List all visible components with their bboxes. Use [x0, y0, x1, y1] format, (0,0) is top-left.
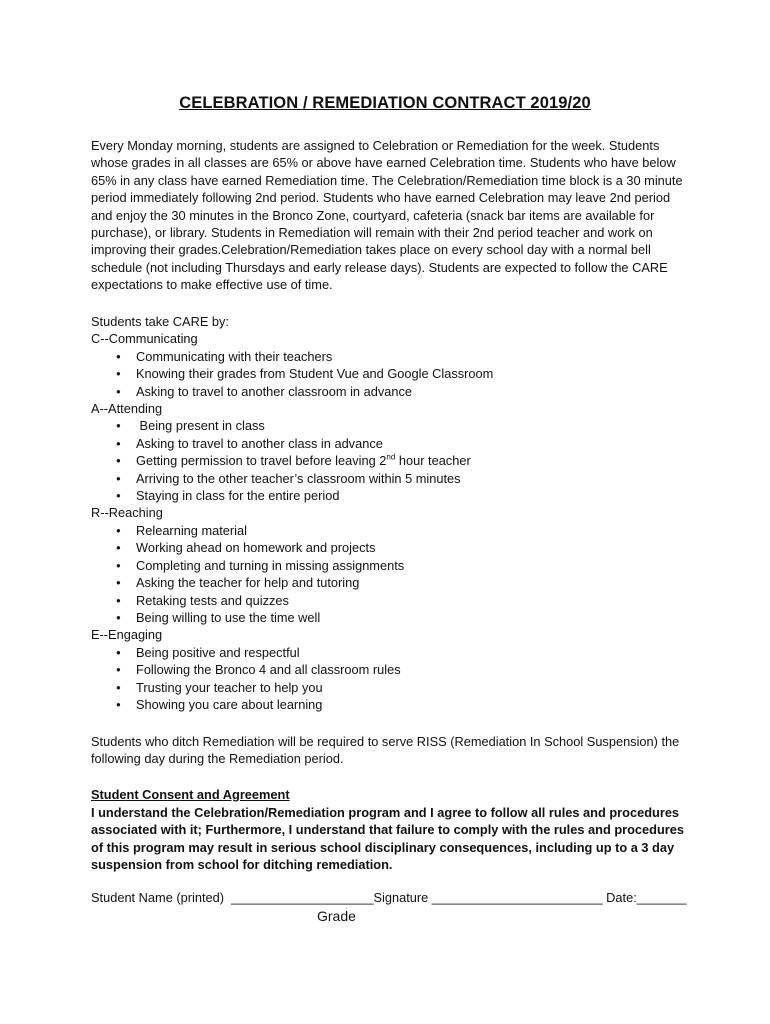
signature-line[interactable]: Student Name (printed) ____________________Signature ________________________ Date:_______ — [91, 890, 687, 905]
care-a-list — [91, 417, 691, 504]
list-item: ● Knowing their grades from Student Vue and Google Classroom — [91, 365, 691, 382]
list-item: ● Being positive and respectful — [91, 644, 691, 661]
list-item: ● Being willing to use the time well — [91, 609, 691, 626]
list-item: ● Asking the teacher for help and tutoring — [91, 574, 691, 591]
page-title: CELEBRATION / REMEDIATION CONTRACT 2019/20 — [179, 94, 591, 112]
consent-section — [91, 786, 691, 874]
list-item: ● Being present in class — [91, 417, 691, 434]
list-item-text-tail: hour teacher — [395, 453, 471, 469]
consent-heading: Student Consent and Agreement — [91, 787, 290, 802]
list-item: ● Retaking tests and quizzes — [91, 592, 691, 609]
consent-body: I understand the Celebration/Remediation program and I agree to follow all rules and procedures associated with it; Furthermore, I understand that failure to comply with the rules and procedures of this program may result in serious school disciplinary consequences, including up to a 3 day suspension from school for ditching remediation. — [91, 804, 685, 873]
list-item-text: Getting permission to travel before leaving 2 — [136, 453, 387, 469]
riss-paragraph: Students who ditch Remediation will be required to serve RISS (Remediation In School Suspension) the following day during the Remediation period. — [91, 734, 680, 767]
care-r-list — [91, 522, 691, 626]
list-item: ● Staying in class for the entire period — [91, 487, 691, 504]
list-item — [91, 452, 691, 469]
care-c-list — [91, 348, 691, 400]
care-e-label: E--Engaging — [91, 627, 163, 643]
care-heading: Students take CARE by: — [91, 314, 229, 329]
care-section — [91, 313, 691, 713]
list-item: ● Asking to travel to another class in advance — [91, 435, 691, 452]
list-item: ● Showing you care about learning — [91, 696, 691, 713]
list-item: ● Trusting your teacher to help you — [91, 679, 691, 696]
superscript: nd — [386, 452, 396, 462]
list-item: ● Arriving to the other teacher’s classroom within 5 minutes — [91, 470, 691, 487]
care-e-list — [91, 644, 691, 714]
list-item: ● Completing and turning in missing assignments — [91, 557, 691, 574]
care-c-label: C--Communicating — [91, 331, 198, 347]
list-item: ● Following the Bronco 4 and all classroom rules — [91, 661, 691, 678]
care-a-label: A--Attending — [91, 401, 163, 417]
list-item: ● Asking to travel to another classroom in advance — [91, 383, 691, 400]
list-item: ● Relearning material — [91, 522, 691, 539]
grade-label: Grade — [317, 908, 356, 924]
care-r-label: R--Reaching — [91, 505, 163, 521]
intro-paragraph: Every Monday morning, students are assigned to Celebration or Remediation for the week. Students whose grades in all classes are 65% or above have earned Celebration time. Students who have below 65% in any class have earned Remediation time. The Celebration/Remediation time block is a 30 minute period immediately following 2nd period. Students who have earned Celebration may leave 2nd period and enjoy the 30 minutes in the Bronco Zone, courtyard, cafeteria (snack bar items are available for purchase), or library. Students in Remediation will remain with their 2nd period teacher and work on improving their grades.Celebration/Remediation takes place on every school day with a normal bell schedule (not including Thursdays and early release days). Students are expected to follow the CARE expectations to make effective use of time. — [91, 138, 683, 293]
list-item: ● Communicating with their teachers — [91, 348, 691, 365]
list-item: ● Working ahead on homework and projects — [91, 539, 691, 556]
